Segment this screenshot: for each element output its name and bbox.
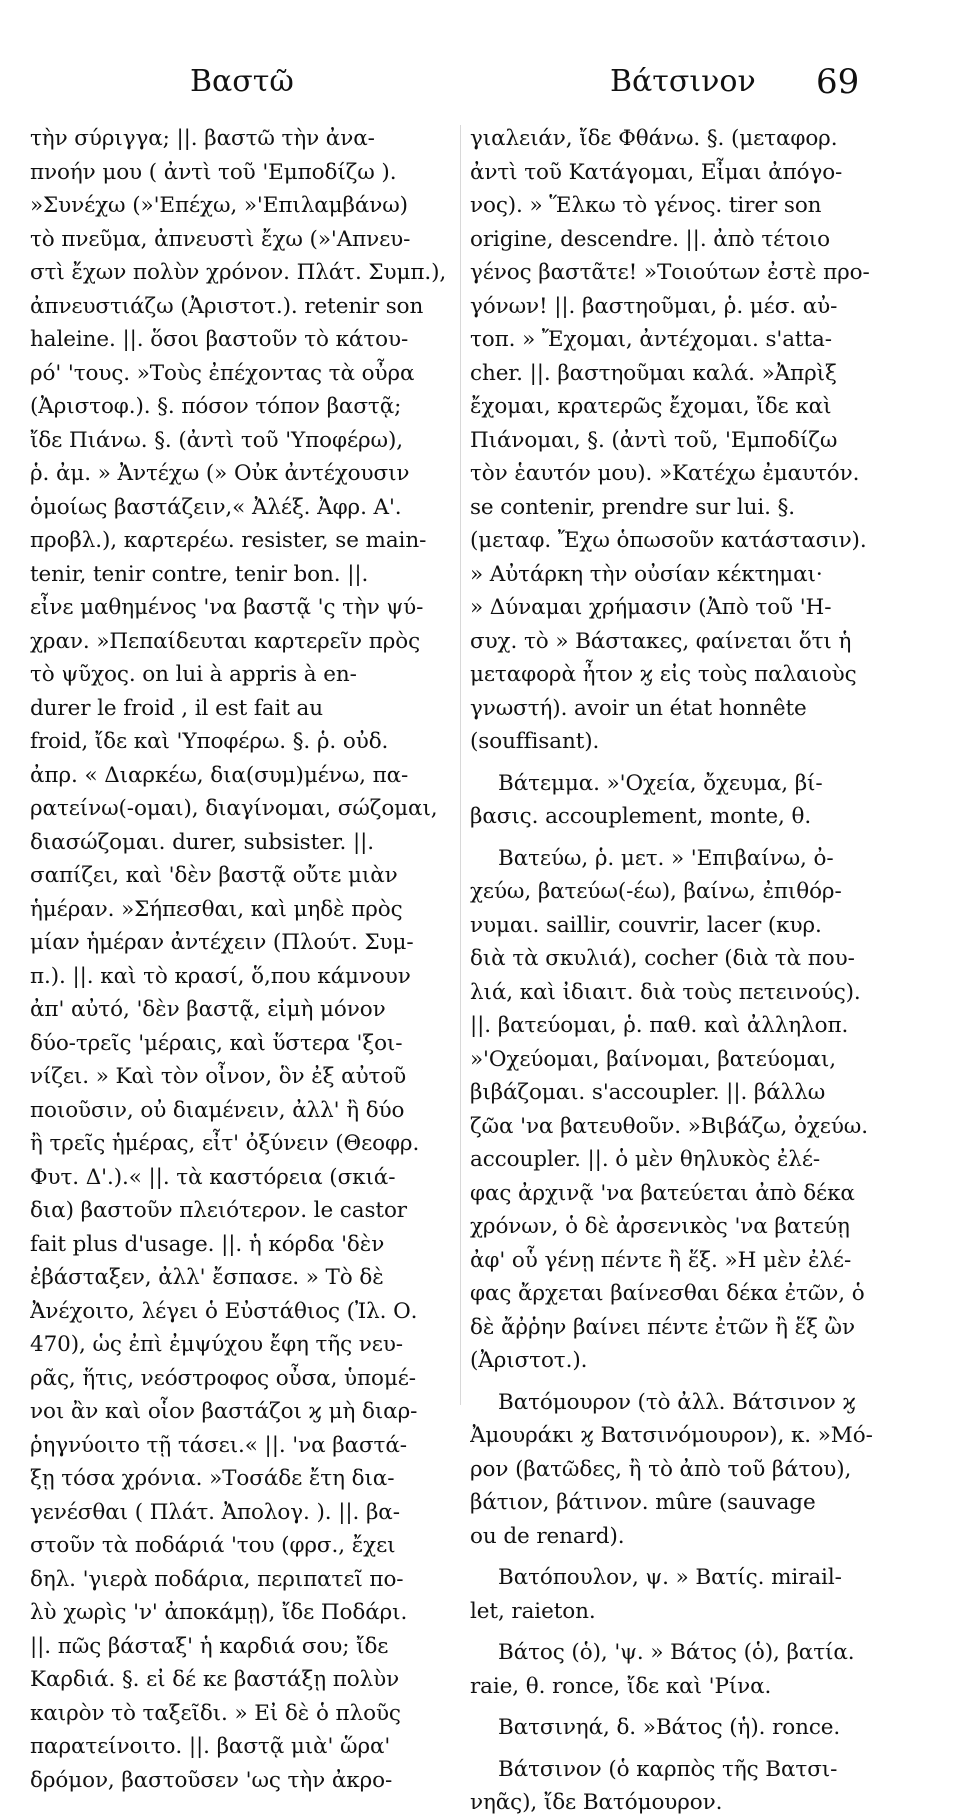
text-line: »Συνέχω (»'Επέχω, »'Επιλαμβάνω)	[30, 193, 408, 218]
text-line: »'Οχεύομαι, βαίνομαι, βατεύομαι,	[470, 1046, 836, 1072]
text-line: στὶ ἔχων πολὺν χρόνον. Πλάτ. Συμπ.),	[30, 260, 447, 285]
text-line: cher. ||. βαστηοῦμαι καλά. »Ἀπρὶξ	[470, 360, 837, 386]
text-line: πνοήν μου ( ἀντὶ τοῦ 'Εμποδίζω ).	[30, 159, 397, 185]
text-line: τοπ. » Ἔχομαι, ἀντέχομαι. s'atta-	[470, 327, 832, 352]
text-line: Πιάνομαι, §. (ἀντὶ τοῦ, 'Εμποδίζω	[470, 427, 838, 453]
text-line: βάτιον, βάτινον. mûre (sauvage	[470, 1490, 816, 1515]
text-line: ἀπ' αὐτό, 'δὲν βαστᾷ, εἰμὴ μόνον	[30, 997, 386, 1022]
text-line: Ἀνέχοιτο, λέγει ὁ Εὐστάθιος (Ἰλ. Ο.	[30, 1298, 418, 1324]
text-line: στοῦν τὰ ποδάριά 'του (φρσ., ἔχει	[30, 1533, 396, 1558]
text-line: διασώζομαι. durer, subsister. ||.	[30, 829, 375, 855]
text-line: προβλ.), καρτερέω. resister, se main-	[30, 528, 427, 553]
text-line: βασις. accouplement, monte, θ.	[470, 804, 812, 829]
text-line: (Ἀριστοφ.). §. πόσον τόπον βαστᾷ;	[30, 394, 402, 419]
text-line: ἔχομαι, κρατερῶς ἔχομαι, ἴδε καὶ	[470, 394, 832, 419]
text-line: ἀφ' οὗ γένῃ πέντε ἢ ἕξ. »Η μὲν ἐλέ-	[470, 1247, 852, 1273]
entry-headword-line: Βατεύω, ῥ. μετ. » 'Επιβαίνω, ὀ-	[498, 845, 834, 871]
text-line: τὴν σύριγγα; ||. βαστῶ τὴν ἀνα-	[30, 126, 375, 151]
text-line: ρατείνω(-ομαι), διαγίνομαι, σώζομαι,	[30, 796, 438, 821]
text-line: τὸν ἑαυτόν μου). »Κατέχω ἐμαυτόν.	[470, 461, 860, 486]
text-line: ἀντὶ τοῦ Κατάγομαι, Εἶμαι ἀπόγο-	[470, 159, 843, 185]
text-line: λὺ χωρὶς 'ν' ἀποκάμῃ), ἴδε Ποδάρι.	[30, 1600, 408, 1625]
text-line: μεταφορὰ ἦτον ϗ εἰς τοὺς παλαιοὺς	[470, 662, 857, 687]
entry-headword-line: Βατόμουρον (τὸ ἀλλ. Βάτσινον ϗ	[498, 1389, 856, 1415]
text-line: δύο-τρεῖς 'μέραις, καὶ ὕστερα 'ξοι-	[30, 1030, 403, 1056]
text-line: ||. πῶς βάσταξ' ἡ καρδιά σου; ἴδε	[30, 1633, 389, 1659]
text-line: 470), ὡς ἐπὶ ἐμψύχου ἔφη τῆς νευ-	[30, 1332, 403, 1357]
text-line: (μεταφ. Ἔχω ὁπωσοῦν κατάστασιν).	[470, 528, 867, 553]
text-line: accoupler. ||. ὁ μὲν θηλυκὸς ἐλέ-	[470, 1147, 821, 1172]
text-line: tenir, tenir contre, tenir bon. ||.	[30, 561, 369, 587]
entry-headword-line: Βατόπουλον, ψ. » Βατίς. mirail-	[498, 1565, 842, 1590]
text-line: συχ. τὸ » Βάστακες, φαίνεται ὅτι ἡ	[470, 628, 852, 654]
column-gutter	[460, 125, 461, 1405]
text-line: ρό' 'τους. »Τοὺς ἐπέχοντας τὰ οὖρα	[30, 360, 415, 386]
text-line: ῥ. ἀμ. » Ἀντέχω (» Οὐκ ἀντέχουσιν	[30, 461, 410, 486]
text-line: ἀπρ. « Διαρκέω, δια(συμ)μένω, πα-	[30, 762, 409, 788]
text-line: παρατείνοιτο. ||. βαστᾷ μιὰ' ὥρα'	[30, 1734, 391, 1759]
text-line: εἶνε μαθημένος 'να βαστᾷ 'ς τὴν ψύ-	[30, 595, 424, 620]
text-line: τὸ ψῦχος. on lui à appris à en-	[30, 662, 357, 687]
text-line: let, raieton.	[470, 1598, 596, 1624]
text-line: (souffisant).	[470, 729, 600, 754]
text-line: froid, ἴδε καὶ 'Υποφέρω. §. ῥ. οὐδ.	[30, 729, 389, 754]
text-line: » Αὐτάρκη τὴν οὐσίαν κέκτημαι·	[470, 561, 823, 587]
text-line: ἢ τρεῖς ἡμέρας, εἶτ' ὀξύνειν (Θεοφρ.	[30, 1131, 420, 1156]
text-line: φας ἄρχεται βαίνεσθαι δέκα ἐτῶν, ὁ	[470, 1281, 865, 1306]
text-line: raie, θ. ronce, ἴδε καὶ 'Ρίνα.	[470, 1673, 772, 1699]
text-line: δια) βαστοῦν πλειότερον. le castor	[30, 1198, 407, 1223]
text-line: ρᾶς, ἥτις, νεόστροφος οὖσα, ὑπομέ-	[30, 1365, 416, 1391]
text-line: ἴδε Πιάνω. §. (ἀντὶ τοῦ 'Υποφέρω),	[30, 427, 403, 453]
text-line: γιαλειάν, ἴδε Φθάνω. §. (μεταφορ.	[470, 126, 838, 151]
left-column	[30, 122, 468, 1797]
text-line: βιβάζομαι. s'accoupler. ||. βάλλω	[470, 1080, 826, 1105]
text-line: χεύω, βατεύω(-έω), βαίνω, ἐπιθόρ-	[470, 879, 842, 904]
text-line: ou de renard).	[470, 1523, 625, 1549]
text-line: δὲ ἄῤῥην βαίνει πέντε ἐτῶν ἢ ἕξ ὢν	[470, 1314, 855, 1340]
text-line: ||. βατεύομαι, ῥ. παθ. καὶ ἀλληλοπ.	[470, 1013, 849, 1038]
text-line: fait plus d'usage. ||. ἡ κόρδα 'δὲν	[30, 1231, 385, 1257]
text-line: γνωστή). avoir un état honnête	[470, 695, 807, 721]
text-line: se contenir, prendre sur lui. §.	[470, 494, 795, 520]
text-line: ἐβάσταξεν, ἀλλ' ἔσπασε. » Τὸ δὲ	[30, 1265, 384, 1290]
page-number: 69	[816, 62, 860, 102]
text-line: ἀπνευστιάζω (Ἀριστοτ.). retenir son	[30, 293, 424, 319]
text-line: διὰ τὰ σκυλιά), cocher (διὰ τὰ που-	[470, 946, 855, 971]
text-line: ῥηγνύοιτο τῇ τάσει.« ||. 'να βαστά-	[30, 1432, 407, 1458]
text-line: origine, descendre. ||. ἀπὸ τέτοιο	[470, 226, 830, 252]
text-line: νος). » Ἕλκω τὸ γένος. tirer son	[470, 193, 822, 218]
page-header	[0, 62, 969, 112]
text-line: haleine. ||. ὅσοι βαστοῦν τὸ κάτου-	[30, 327, 409, 352]
text-line: νοι ἂν καὶ οἷον βαστάζοι ϗ μὴ διαρ-	[30, 1399, 418, 1424]
text-line: ἡμέραν. »Σήπεσθαι, καὶ μηδὲ πρὸς	[30, 896, 403, 922]
header-right-headword: Βάτσινον	[610, 64, 756, 99]
text-line: ὁμοίως βαστάζειν,« Ἀλέξ. Ἀφρ. Α'.	[30, 494, 402, 520]
text-line: » Δύναμαι χρήμασιν (Ἀπὸ τοῦ 'Η-	[470, 595, 832, 620]
text-line: γένος βαστᾶτε! »Τοιούτων ἐστὲ προ-	[470, 260, 870, 285]
entry-headword-line: Βατσινηά, δ. »Βάτος (ἡ). ronce.	[498, 1715, 841, 1740]
text-line: δηλ. 'γιερὰ ποδάρια, περιπατεῖ πο-	[30, 1566, 404, 1592]
text-line: δρόμον, βαστοῦσεν 'ως τὴν ἀκρο-	[30, 1767, 393, 1793]
text-line: χρόνων, ὁ δὲ ἀρσενικὸς 'να βατεύῃ	[470, 1214, 850, 1239]
text-line: νυμαι. saillir, couvrir, lacer (κυρ.	[470, 912, 822, 938]
text-line: χραν. »Πεπαίδευται καρτερεῖν πρὸς	[30, 628, 421, 654]
text-line: σαπίζει, καὶ 'δὲν βαστᾷ οὔτε μιὰν	[30, 863, 398, 888]
text-line: λιά, καὶ ἰδιαιτ. διὰ τοὺς πετεινούς).	[470, 979, 861, 1005]
header-left-headword: Βαστῶ	[190, 64, 294, 99]
text-line: καιρὸν τὸ ταξεῖδι. » Εἰ δὲ ὁ πλοῦς	[30, 1700, 401, 1726]
text-line: γόνων! ||. βαστηοῦμαι, ῥ. μέσ. αὐ-	[470, 293, 838, 319]
text-line: durer le froid , il est fait au	[30, 695, 323, 721]
text-line: ποιοῦσιν, οὐ διαμένειν, ἀλλ' ἢ δύο	[30, 1097, 405, 1123]
right-column	[470, 122, 908, 1820]
text-line: ξῃ τόσα χρόνια. »Τοσάδε ἔτη δια-	[30, 1466, 395, 1491]
text-line: φας ἀρχινᾷ 'να βατεύεται ἀπὸ δέκα	[470, 1180, 855, 1206]
text-line: ζῶα 'να βατευθοῦν. »Βιβάζω, ὀχεύω.	[470, 1113, 868, 1139]
text-line: (Ἀριστοτ.).	[470, 1348, 588, 1373]
entry-headword-line: Βάτεμμα. »'Οχεία, ὄχευμα, βί-	[498, 770, 823, 796]
entry-headword-line: Βάτσινον (ὁ καρπὸς τῆς Βατσι-	[498, 1756, 838, 1782]
entry-headword-line: Βάτος (ὁ), 'ψ. » Βάτος (ὁ), βατία.	[498, 1640, 855, 1665]
text-line: νηᾶς), ἴδε Βατόμουρον.	[470, 1790, 723, 1815]
text-line: μίαν ἡμέραν ἀντέχειν (Πλούτ. Συμ-	[30, 930, 414, 955]
text-line: τὸ πνεῦμα, ἀπνευστὶ ἔχω (»'Απνευ-	[30, 226, 411, 252]
text-line: νίζει. » Καὶ τὸν οἶνον, ὃν ἐξ αὐτοῦ	[30, 1064, 407, 1089]
text-line: Φυτ. Δ'.).« ||. τὰ καστόρεια (σκιά-	[30, 1164, 396, 1190]
text-line: γενέσθαι ( Πλάτ. Ἀπολογ. ). ||. βα-	[30, 1499, 400, 1525]
text-line: Ἀμουράκι ϗ Βατσινόμουρον), κ. »Μό-	[470, 1423, 873, 1448]
text-line: π.). ||. καὶ τὸ κρασί, ὅ,που κάμνουν	[30, 963, 411, 989]
text-line: ρον (βατῶδες, ἢ τὸ ἀπὸ τοῦ βάτου),	[470, 1456, 852, 1482]
text-line: Καρδιά. §. εἰ δέ κε βαστάξῃ πολὺν	[30, 1667, 400, 1692]
